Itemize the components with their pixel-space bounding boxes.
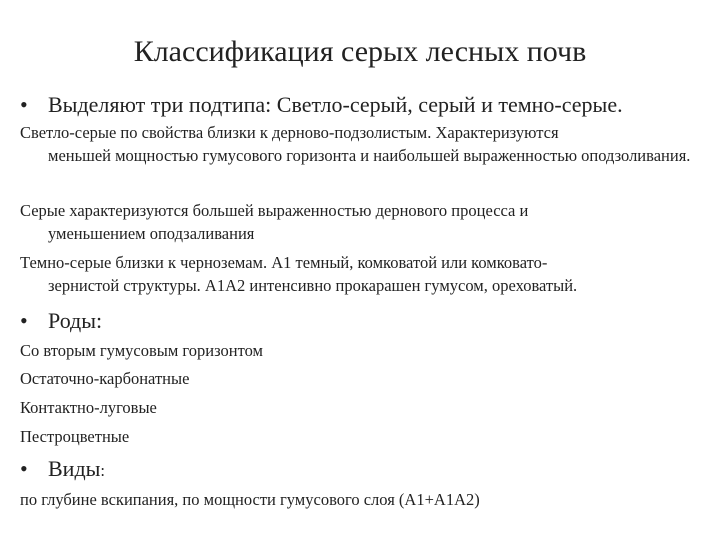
subtypes-heading: Выделяют три подтипа: Светло-серый, серый и темно-серые.: [48, 92, 623, 117]
paragraph-gray: [20, 200, 700, 245]
bullet-dot-icon: •: [20, 456, 28, 481]
paragraph-first-line: Серые характеризуются большей выраженностью дернового процесса и: [20, 201, 529, 220]
species-heading: Виды: [48, 456, 101, 481]
bullet-dot-icon: •: [20, 92, 28, 117]
paragraph-first-line: Светло-серые по свойства близки к дерново-подзолистым. Характеризуются: [20, 123, 559, 142]
list-item: Пестроцветные: [20, 427, 130, 446]
bullet-subtypes: [20, 92, 623, 118]
genera-heading: Роды:: [48, 308, 103, 333]
bullet-dot-icon: •: [20, 308, 28, 333]
paragraph-continuation: зернистой структуры. А1А2 интенсивно прокарашен гумусом, ореховатый.: [48, 275, 578, 295]
paragraph-light-gray: [20, 122, 700, 167]
slide-title: Классификация серых лесных почв: [133, 35, 587, 68]
bullet-genera: [20, 308, 102, 334]
list-item: Со вторым гумусовым горизонтом: [20, 341, 263, 360]
bullet-species: [20, 456, 105, 484]
paragraph-first-line: Темно-серые близки к черноземам. А1 темный, комковатой или комковато-: [20, 253, 548, 272]
list-item: по глубине вскипания, по мощности гумусового слоя (А1+А1А2): [20, 490, 480, 509]
list-item: Остаточно-карбонатные: [20, 369, 190, 388]
paragraph-dark-gray: [20, 252, 700, 297]
paragraph-continuation: уменьшением оподзаливания: [48, 223, 255, 243]
species-heading-colon: :: [100, 461, 106, 480]
paragraph-continuation: меньшей мощностью гумусового горизонта и наибольшей выраженностью оподзоливания.: [48, 145, 691, 165]
list-item: Контактно-луговые: [20, 398, 157, 417]
